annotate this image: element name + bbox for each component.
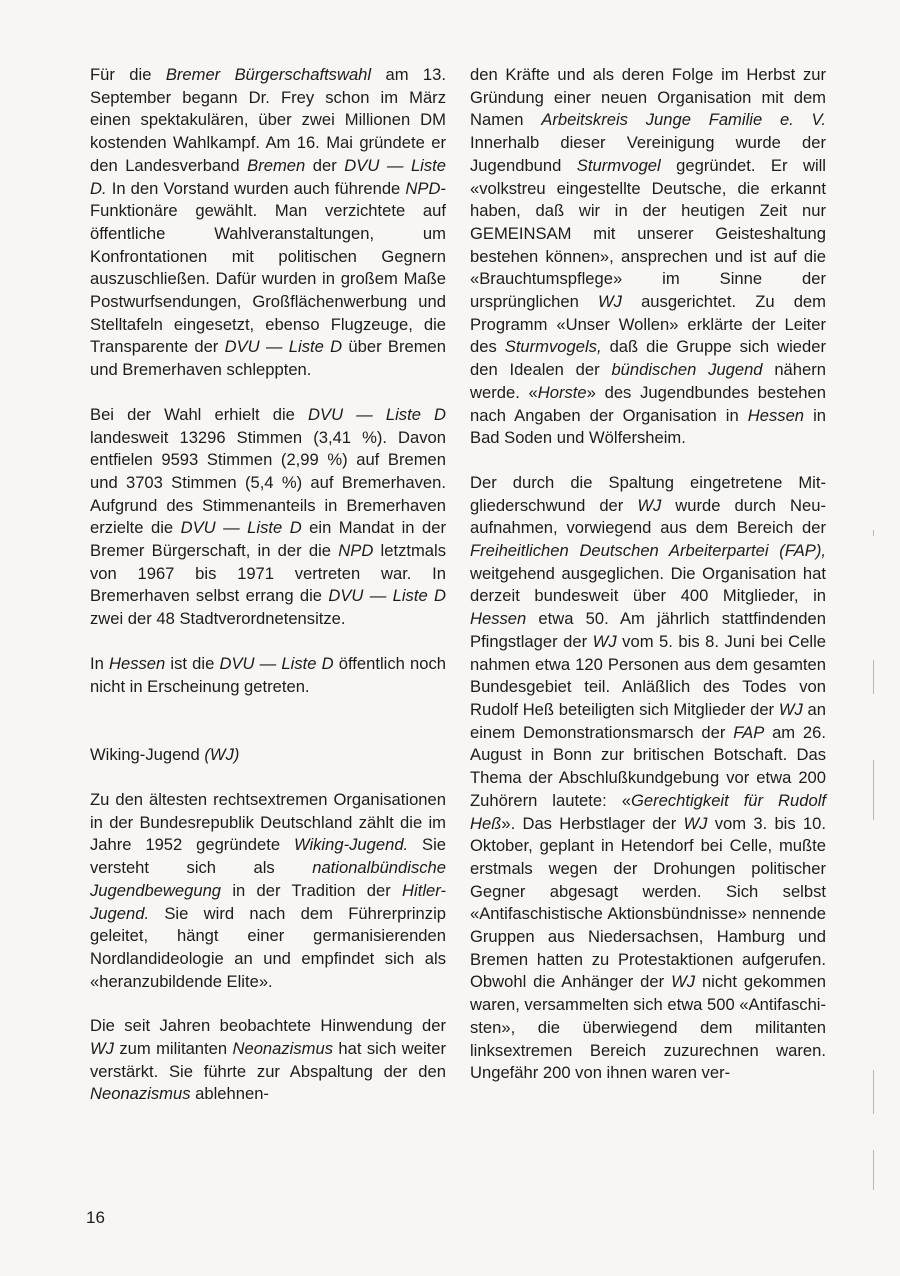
text-run: Der durch die Spaltung eingetretene Mitgliederschwund der [470, 472, 826, 515]
text-run: zum militanten [113, 1039, 233, 1059]
text-run-italic: WJ [671, 972, 696, 992]
text-run: ausgerichtet. Zu dem Programm «Unser Wollen» erklärte der Leiter des [470, 292, 826, 357]
text-run: an einem Demonstrationsmarsch der [470, 699, 826, 742]
right-paragraph-sturmvogel [470, 64, 826, 450]
text-run: -Funktionäre gewählt. Man verzichtete auf öffentliche Wahlveranstaltungen, um Konfrontationen mit politischen Gegnern auszuschließen. Dafür wurden in großem Maße Postwurfsendungen, Großflächenwerbung und Stelltafeln eingesetzt, ebenso Flugzeuge, die Transparente der [90, 178, 446, 357]
text-run-italic: WJ [592, 631, 617, 651]
text-run: ». Das Herbstlager der [501, 813, 684, 833]
text-run-italic: DVU — Liste D [328, 586, 446, 606]
text-run: Für die [90, 65, 166, 84]
text-run-italic: WJ [90, 1039, 114, 1059]
scan-edge-mark [873, 1150, 874, 1190]
text-run-italic: Wiking-Jugend. [293, 835, 409, 855]
text-run: Innerhalb dieser Vereinigung wurde der Jugendbund [470, 133, 826, 175]
text-run: nähern werde. « [470, 360, 826, 402]
text-run: ablehnen- [190, 1084, 269, 1104]
text-run-italic: DVU — Liste D [219, 653, 334, 673]
heading-text: Wiking-Jugend [90, 745, 205, 765]
text-run: Sie versteht sich als [90, 835, 446, 878]
text-run-italic: Bremen [247, 155, 306, 175]
text-run-italic: WJ [778, 699, 803, 719]
left-paragraph-election-results [90, 404, 446, 631]
text-run: hat sich weiter verstärkt. Sie führte zur Abspaltung der den [90, 1039, 446, 1081]
text-run: letztmals von 1967 bis 1971 vertreten war. In Bremerhaven selbst errang die [90, 541, 447, 606]
text-run-italic: Neonazismus [90, 1084, 191, 1104]
text-run-italic: Hessen [747, 405, 805, 425]
text-run: landesweit 13296 Stimmen (3,41 %). Davon entfielen 9593 Stimmen (2,99 %) auf Bremen und 3703 Stimmen (5,4 %) auf Bremerhaven. Aufgrund des Stimmenanteils in Bremerhaven erzielte die [90, 427, 446, 538]
text-run: etwa 50. Am jährlich stattfindenden Pfingstlager der [470, 609, 826, 651]
text-run: Die seit Jahren beobachtete Hinwendung der [90, 1016, 446, 1036]
text-run: über Bremen und Bremerhaven schleppten. [90, 337, 446, 380]
left-paragraph-neonazism [90, 1015, 446, 1106]
text-run-italic: Bremer Bürgerschaftswahl [165, 65, 372, 84]
text-run-italic: bündischen Jugend [611, 360, 763, 380]
text-run: wurde durch Neuaufnahmen, vorwiegend aus dem Bereich der [470, 495, 826, 538]
left-column [90, 64, 446, 1106]
text-run: gegründet. Er will «volkstreu eingestellte Deutsche, die erkannt haben, daß wir in der heutigen Zeit nur GEMEINSAM mit unserer Geisteshaltung bestehen können», ansprechen und ist auf die «Brauchtumspflege» im Sinne der ursprünglichen [470, 155, 826, 312]
text-run: in der Tradition der [221, 880, 403, 900]
scan-edge-mark [873, 660, 874, 694]
text-run: weitgehend ausgeglichen. Die Organisation hat derzeit bundesweit über 400 Mitglieder, in [470, 563, 826, 606]
text-run: der [305, 155, 345, 175]
text-run: am 13. September begann Dr. Frey schon im März einen spektakulären, über zwei Millionen DM kostenden Wahlkampf. Am 16. Mai gründete er den Landesverband [90, 65, 446, 175]
text-run: ein Mandat in der Bremer Bürgerschaft, in der die [90, 518, 446, 561]
scan-edge-mark [873, 530, 874, 536]
heading-abbreviation: (WJ) [204, 745, 240, 765]
text-run-italic: WJ [637, 495, 662, 515]
text-run: vom 5. bis 8. Juni bei Celle nahmen etwa 120 Personen aus dem gesamten Bundesgebiet teil. Anläßlich des Todes von Rudolf Heß beteiligten sich Mitglieder der [470, 631, 826, 719]
right-paragraph-membership [470, 472, 826, 1085]
text-run-italic: Hessen [109, 653, 166, 673]
text-run: daß die Gruppe sich wieder den Idealen der [470, 337, 826, 380]
text-run: Sie wird nach dem Führerprinzip geleitet, hängt einer germanisierenden Nordlandideologie an und empfindet sich als «heranzubildende Elite». [90, 903, 446, 991]
scan-edge-mark [873, 1070, 874, 1114]
text-run: in Bad Soden und Wölfersheim. [470, 405, 826, 448]
text-run: am 26. August in Bonn zur britischen Botschaft. Das Thema der Abschlußkundgebung vor etwa 200 Zuhörern lautete: « [470, 722, 826, 810]
text-run-italic: Horste [537, 382, 587, 402]
section-heading-wiking-jugend [90, 744, 446, 767]
text-run-italic: FAP [733, 722, 765, 742]
text-run-italic: Hitler-Jugend. [90, 880, 446, 923]
text-run-italic: DVU — Liste D [180, 518, 302, 538]
page-number: 16 [86, 1208, 105, 1227]
text-run: Zu den ältesten rechtsextremen Organisationen in der Bundesrepublik Deutschland zählt die im Jahre 1952 gegründete [90, 789, 446, 855]
text-run: In den Vorstand wurden auch führende [106, 178, 406, 198]
text-run-italic: NPD [338, 541, 374, 561]
text-run-italic: WJ [683, 813, 708, 833]
text-run: In [90, 653, 109, 673]
text-run: zwei der 48 Stadtverordnetensitze. [90, 609, 346, 629]
text-run-italic: nationalbündische Jugendbewegung [90, 858, 446, 900]
text-run: öffentlich noch nicht in Erscheinung getreten. [90, 653, 446, 696]
text-run-italic: DVU — Liste D. [90, 155, 446, 198]
text-run-italic: DVU — Liste D [224, 337, 343, 357]
text-run-italic: WJ [597, 292, 622, 312]
left-paragraph-wj-origins [90, 789, 446, 993]
text-run-italic: Gerechtigkeit für Rudolf Heß [470, 790, 826, 833]
text-run-italic: Sturmvogel [576, 155, 661, 175]
text-run-italic: Freiheitlichen Deutschen Arbeiterpartei (FAP), [470, 541, 826, 561]
text-run: » des Jugendbundes bestehen nach Angaben der Organisation in [470, 382, 826, 425]
text-run-italic: NPD [405, 178, 441, 198]
text-run: vom 3. bis 10. Oktober, geplant in Hetendorf bei Celle, mußte erstmals wegen der Drohungen politischer Gegner abgesagt werden. Sich selbst «Antifaschistische Aktionsbündnisse» nennende Gruppen aus Niedersachsen, Hamburg und Bremen hatten zu Protestaktionen aufgerufen. Obwohl die Anhänger der [470, 813, 826, 992]
scan-edge-mark [873, 760, 874, 820]
text-run: den Kräfte und als deren Folge im Herbst zur Gründung einer neuen Organisation mit dem Namen [470, 65, 826, 130]
left-paragraph-hessen [90, 653, 446, 698]
right-column [470, 64, 826, 1085]
text-run-italic: Neonazismus [232, 1039, 334, 1059]
text-run-italic: DVU — Liste D [308, 404, 447, 424]
text-run: nicht gekommen waren, versammelten sich etwa 500 «Antifaschisten», die überwiegend dem militanten linksextremen Bereich zuzurechnen waren. Ungefähr 200 von ihnen waren ver- [470, 972, 827, 1083]
text-run: Bei der Wahl erhielt die [90, 404, 309, 424]
left-paragraph-bremen-election [90, 64, 446, 382]
text-run: ist die [165, 653, 220, 673]
text-run-italic: Arbeitskreis Junge Familie e. V. [541, 110, 826, 130]
text-run-italic: Hessen [470, 609, 527, 629]
text-run-italic: Sturmvogels, [504, 337, 602, 357]
